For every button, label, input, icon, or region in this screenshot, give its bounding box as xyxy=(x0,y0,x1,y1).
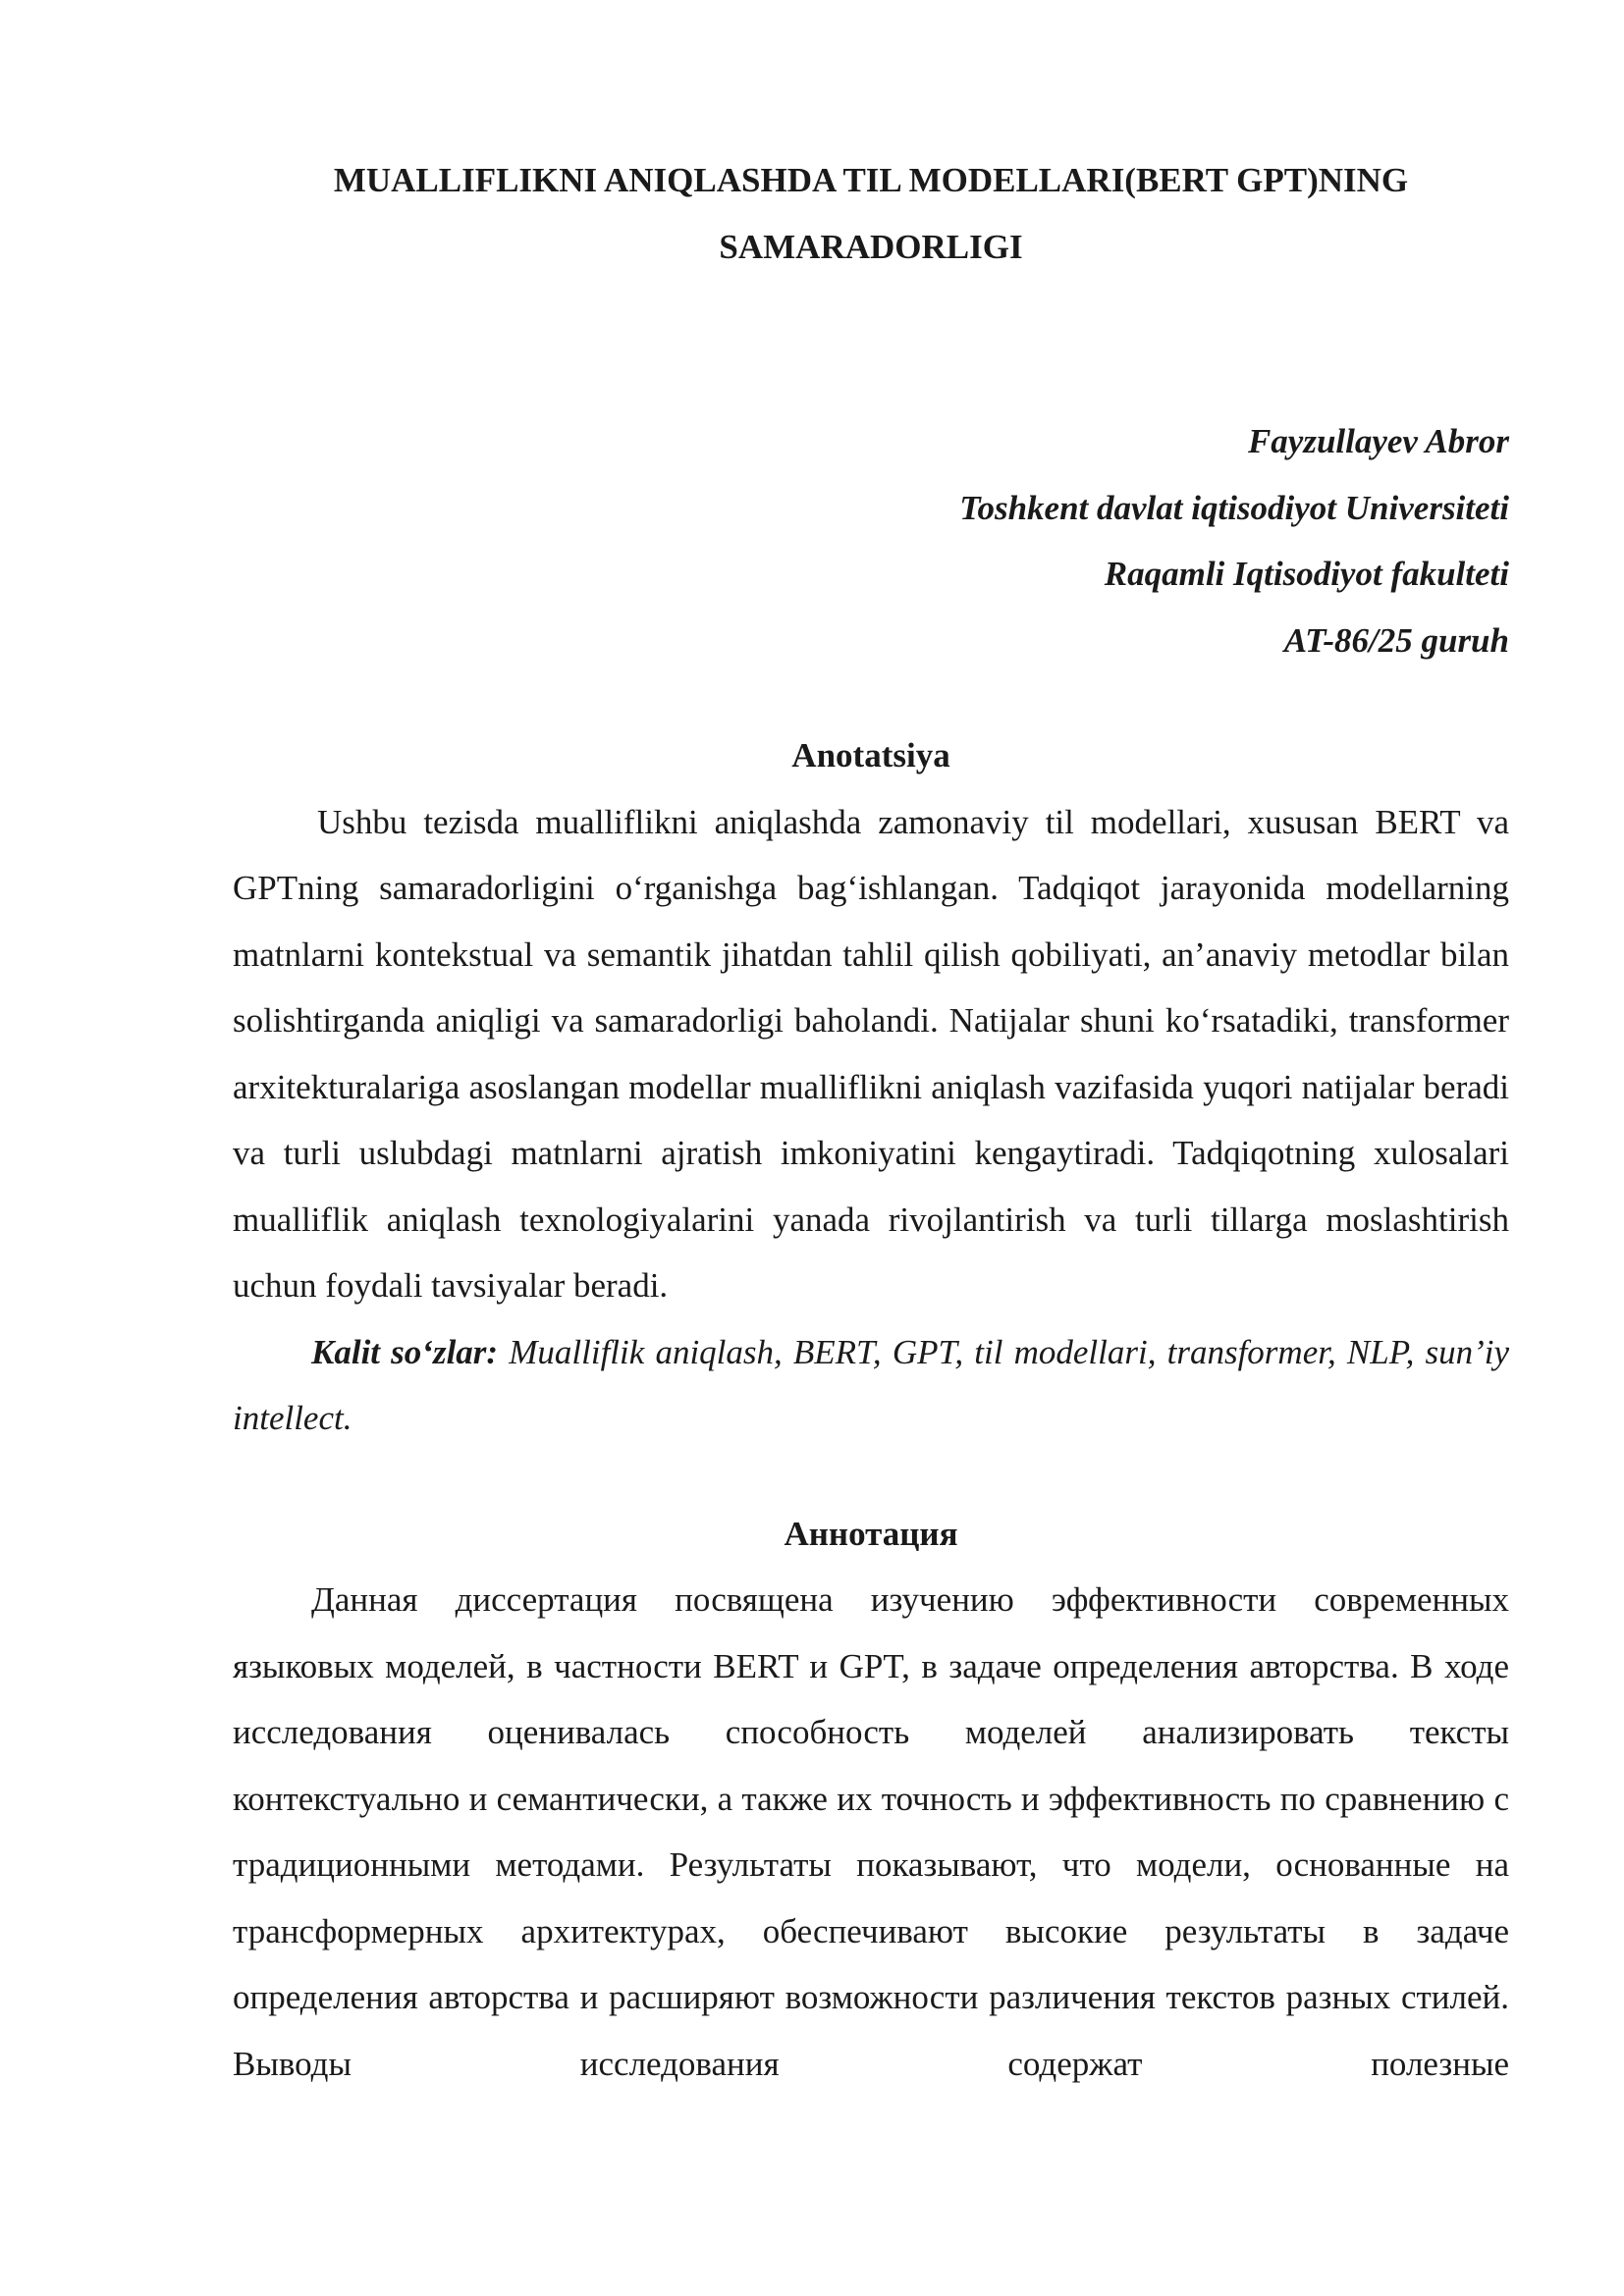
keywords-list: Mualliflik aniqlash, BERT, GPT, til modellari, transformer, NLP, sun’iy intellect. xyxy=(233,1332,1510,1437)
page-content xyxy=(233,147,1509,2097)
abstract-uz-text: Ushbu tezisda muallifliknі aniqlashda zamonaviy til modellari, xususan BERT va GPTning samaradorligini o‘rganishga bag‘ishlangan. Tadqiqot jarayonida modellarning matnlarni kontekstual va semantik jihatdan tahlil qilish qobiliyati, an’anaviy metodlar bilan solishtirganda aniqligi va samaradorligi baholandi. Natijalar shuni ko‘rsatadiki, transformer arxitekturalariga asoslangan modellar muallifliknі aniqlash vazifasida yuqori natijalar beradi va turli uslubdagi matnlarni ajratish imkoniyatini kengaytiradi. Tadqiqotning xulosalari mualliflik aniqlash texnologiyalarini yanada rivojlantirish va turli tillarga moslashtirish uchun foydali tavsiyalar beradi. xyxy=(233,802,1509,1305)
paper-title-line-2: SAMARADORLIGI xyxy=(719,228,1023,266)
author-name: Fayzullayev Abror xyxy=(1247,422,1509,460)
abstract-uz-heading: Anotatsiya xyxy=(791,736,950,774)
author-group: AT-86/25 guruh xyxy=(1283,620,1509,660)
paper-title-line-1: MUALLIFLIKNI ANIQLASHDA TIL MODELLARI(BERT GPT)NING xyxy=(333,161,1409,199)
keywords-label: Kalit so‘zlar: xyxy=(311,1332,499,1371)
abstract-ru-heading: Аннотация xyxy=(784,1514,958,1553)
author-university: Toshkent davlat iqtisodiyot Universiteti xyxy=(959,488,1509,527)
keywords-paragraph xyxy=(233,1319,1509,1452)
abstract-ru-text: Данная диссертация посвящена изучению эффективности современных языковых моделей, в частности BERT и GPT, в задаче определения авторства. В ходе исследования оценивалась способность моделей анализировать тексты контекстуально и семантически, а также их точность и эффективность по сравнению с традиционными методами. Результаты показывают, что модели, основанные на трансформерных архитектурах, обеспечивают высокие результаты в задаче определения авторства и расширяют возможности различения текстов разных стилей. Выводы исследования содержат полезные xyxy=(233,1580,1509,2083)
author-faculty: Raqamli Iqtisodiyot fakulteti xyxy=(1104,555,1509,593)
author-block xyxy=(233,408,1509,673)
paper-title xyxy=(233,147,1509,281)
